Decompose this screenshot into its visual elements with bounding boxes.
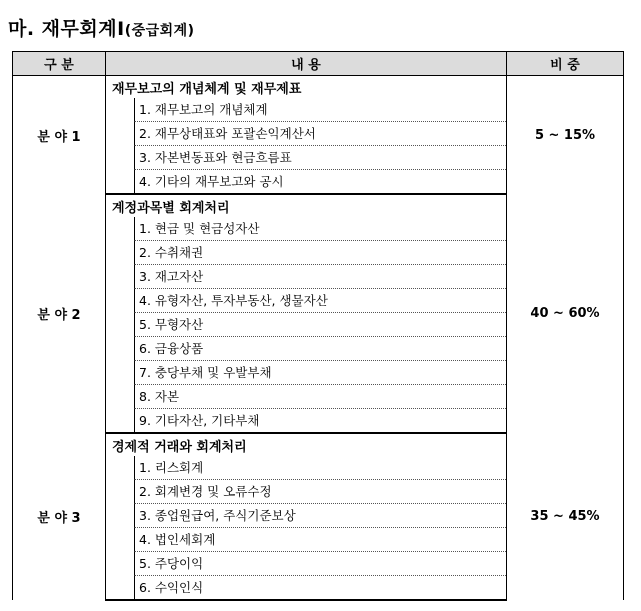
title-main: 마. 재무회계Ⅰ <box>8 18 125 40</box>
item-text: 4. 법인세회계 <box>134 528 506 552</box>
item-text: 9. 기타자산, 기타부채 <box>134 409 506 432</box>
section-label: 분 야 3 <box>13 433 106 600</box>
section-heading: 재무보고의 개념체계 및 재무제표 <box>106 76 507 99</box>
header-ratio: 비 중 <box>507 52 624 76</box>
header-content: 내 용 <box>106 52 507 76</box>
section-heading: 경제적 거래와 회계처리 <box>106 433 507 456</box>
section-heading: 계정과목별 회계처리 <box>106 194 507 217</box>
item-text: 4. 기타의 재무보고와 공시 <box>134 170 506 193</box>
table-header-row <box>13 52 624 76</box>
section-ratio: 40 ~ 60% <box>507 194 624 433</box>
syllabus-table <box>12 51 624 601</box>
page-title <box>8 14 195 41</box>
title-sub: (중급회계) <box>124 23 195 39</box>
section-label: 분 야 2 <box>13 194 106 433</box>
item-text: 1. 현금 및 현금성자산 <box>134 217 506 241</box>
item-text: 2. 재무상태표와 포괄손익계산서 <box>134 122 506 146</box>
item-text: 3. 자본변동표와 현금흐름표 <box>134 146 506 170</box>
item-text: 5. 무형자산 <box>134 313 506 337</box>
section-row <box>13 194 624 217</box>
section-ratio: 5 ~ 15% <box>507 76 624 195</box>
section-row <box>13 433 624 456</box>
item-text: 5. 주당이익 <box>134 552 506 576</box>
item-text: 2. 수취채권 <box>134 241 506 265</box>
section-row <box>13 76 624 99</box>
header-category: 구 분 <box>13 52 106 76</box>
item-text: 3. 종업원급여, 주식기준보상 <box>134 504 506 528</box>
item-text: 7. 충당부채 및 우발부채 <box>134 361 506 385</box>
item-text: 4. 유형자산, 투자부동산, 생물자산 <box>134 289 506 313</box>
item-text: 1. 재무보고의 개념체계 <box>134 98 506 122</box>
section-label: 분 야 1 <box>13 76 106 195</box>
section-ratio: 35 ~ 45% <box>507 433 624 600</box>
item-text: 2. 회계변경 및 오류수정 <box>134 480 506 504</box>
item-text: 8. 자본 <box>134 385 506 409</box>
item-text: 3. 재고자산 <box>134 265 506 289</box>
item-text: 6. 수익인식 <box>134 576 506 599</box>
item-text: 6. 금융상품 <box>134 337 506 361</box>
item-text: 1. 리스회계 <box>134 456 506 480</box>
